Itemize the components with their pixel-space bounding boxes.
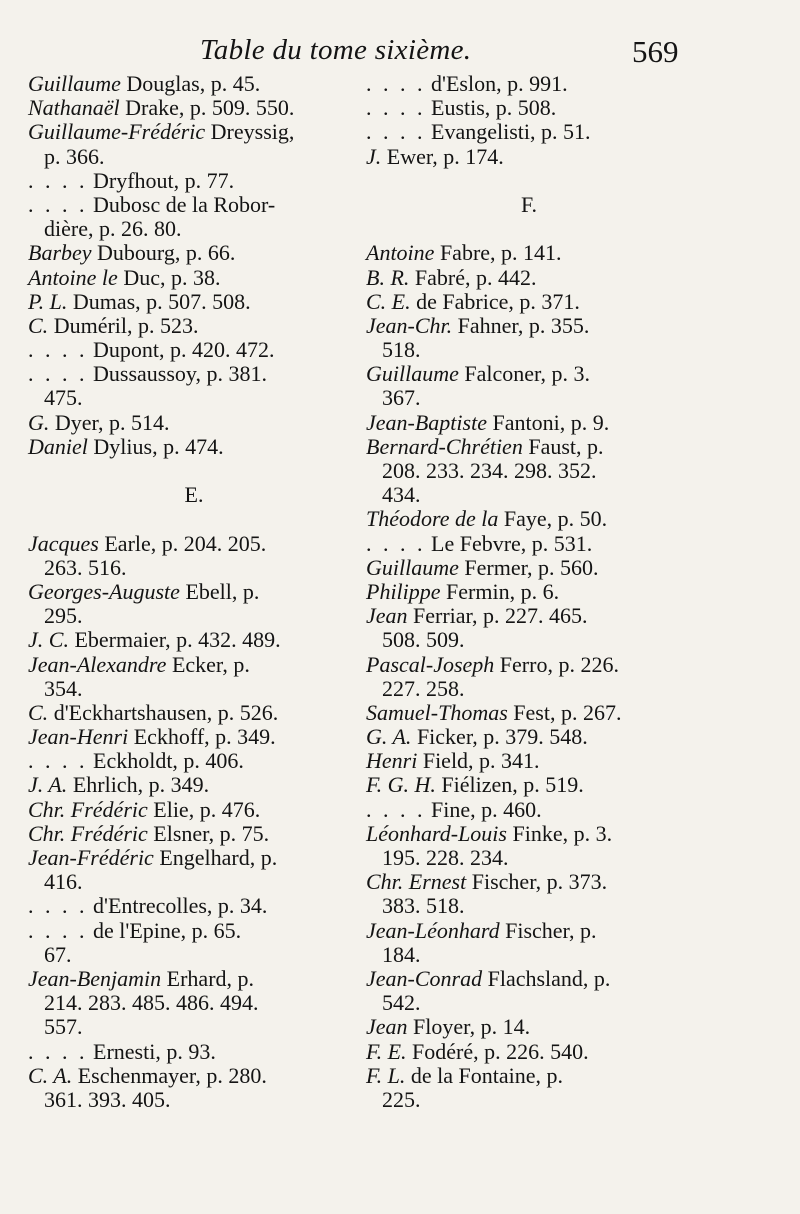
entry-continuation: p. 366. — [44, 143, 105, 169]
index-entry — [366, 701, 692, 725]
entry-text: Elsner, p. 75. — [147, 820, 270, 846]
given-name: G. — [28, 409, 50, 435]
ditto-dots: . . . . — [28, 748, 88, 774]
section-letter-heading: E. — [184, 482, 204, 508]
entry-continuation: 227. 258. — [382, 675, 465, 701]
ditto-dots: . . . . — [366, 530, 426, 556]
left-index-column — [28, 72, 360, 1112]
given-name: Jean — [366, 603, 408, 629]
entry-continuation: 475. — [44, 385, 83, 411]
entry-text: Fabre, p. 141. — [434, 240, 562, 266]
given-name: Théodore de la — [366, 506, 499, 532]
given-name: Léonhard-Louis — [366, 820, 507, 846]
blank-line — [366, 169, 692, 193]
index-entry — [366, 1015, 692, 1039]
entry-continuation: 361. 393. 405. — [44, 1086, 171, 1112]
entry-text: Dryfhout, p. 77. — [87, 167, 235, 193]
given-name: C. — [28, 312, 49, 338]
entry-text: Evangelisti, p. 51. — [425, 119, 591, 145]
entry-continuation: 508. 509. — [382, 627, 465, 653]
index-entry — [28, 362, 360, 386]
ditto-dots: . . . . — [28, 893, 88, 919]
entry-text: Ficker, p. 379. 548. — [411, 724, 588, 750]
given-name: J. A. — [28, 772, 68, 798]
entry-continuation: 67. — [44, 941, 72, 967]
entry-text: Eustis, p. 508. — [425, 95, 557, 121]
entry-text: Ferriar, p. 227. 465. — [407, 603, 588, 629]
entry-text: Faye, p. 50. — [498, 506, 608, 532]
entry-text: Le Febvre, p. 531. — [425, 530, 593, 556]
index-entry — [28, 1040, 360, 1064]
right-index-column — [366, 72, 692, 1112]
entry-text: Flachsland, p. — [482, 965, 611, 991]
entry-text: de l'Epine, p. 65. — [87, 917, 242, 943]
entry-text: Dubosc de la Robor- — [87, 191, 276, 217]
entry-continuation: 367. — [382, 385, 421, 411]
entry-text: Ewer, p. 174. — [381, 143, 504, 169]
given-name: Nathanaël — [28, 95, 120, 121]
ditto-dots: . . . . — [28, 917, 88, 943]
given-name: Jean-Léonhard — [366, 917, 500, 943]
ditto-dots: . . . . — [28, 361, 88, 387]
index-entry — [28, 532, 360, 556]
entry-text: Erhard, p. — [161, 965, 255, 991]
index-entry — [28, 701, 360, 725]
entry-text: Fiélizen, p. 519. — [435, 772, 584, 798]
index-entry — [366, 604, 692, 628]
index-entry — [366, 145, 692, 169]
index-entry — [366, 919, 692, 943]
given-name: Jean-Conrad — [366, 965, 483, 991]
index-entry — [366, 870, 692, 894]
given-name: Jean-Frédéric — [28, 845, 154, 870]
ditto-dots: . . . . — [366, 119, 426, 145]
index-entry — [366, 822, 692, 846]
entry-text: Eckholdt, p. 406. — [87, 748, 244, 774]
given-name: Pascal-Joseph — [366, 651, 495, 677]
index-entry — [28, 580, 360, 604]
ditto-dots: . . . . — [366, 796, 426, 822]
ditto-dots: . . . . — [366, 95, 426, 121]
index-entry — [28, 120, 360, 144]
entry-text: Douglas, p. 45. — [120, 71, 261, 96]
entry-continuation: 542. — [382, 990, 421, 1016]
page-number: 569 — [632, 34, 679, 69]
entry-text: Ernesti, p. 93. — [87, 1038, 216, 1064]
entry-continuation: 184. — [382, 941, 421, 967]
index-entry — [28, 749, 360, 773]
index-entry — [366, 120, 692, 144]
entry-continuation: 195. 228. 234. — [382, 845, 509, 870]
given-name: Philippe — [366, 578, 441, 604]
index-entry — [28, 967, 360, 991]
entry-text: Ehrlich, p. 349. — [67, 772, 210, 798]
index-entry — [28, 628, 360, 652]
entry-text: Dubourg, p. 66. — [91, 240, 236, 266]
index-entry — [366, 580, 692, 604]
index-entry — [28, 290, 360, 314]
entry-text: Finke, p. 3. — [506, 820, 613, 846]
index-entry — [28, 773, 360, 797]
given-name: Chr. Frédéric — [28, 820, 148, 846]
index-entry — [28, 894, 360, 918]
entry-text: Duméril, p. 523. — [48, 312, 199, 338]
given-name: F. E. — [366, 1038, 407, 1064]
entry-text: Ebell, p. — [179, 578, 260, 604]
entry-text: Earle, p. 204. 205. — [98, 530, 267, 556]
entry-text: Dupont, p. 420. 472. — [87, 337, 275, 363]
entry-text: d'Eslon, p. 991. — [425, 71, 568, 96]
blank-line — [366, 217, 692, 241]
ditto-dots: . . . . — [28, 167, 88, 193]
entry-text: Fermin, p. 6. — [440, 578, 560, 604]
entry-continuation: 208. 233. 234. 298. 352. — [382, 458, 597, 483]
given-name: F. L. — [366, 1062, 406, 1088]
index-entry — [28, 193, 360, 217]
given-name: Chr. Frédéric — [28, 796, 148, 822]
entry-text: Dylius, p. 474. — [87, 433, 224, 459]
index-entry — [366, 507, 692, 531]
entry-text: Eschenmayer, p. 280. — [72, 1062, 267, 1088]
index-entry — [366, 725, 692, 749]
index-entry — [366, 411, 692, 435]
index-entry — [28, 169, 360, 193]
entry-text: Engelhard, p. — [153, 845, 278, 870]
given-name: Georges-Auguste — [28, 578, 180, 604]
entry-continuation: 416. — [44, 869, 83, 895]
entry-continuation: 383. 518. — [382, 893, 465, 919]
index-entry — [366, 967, 692, 991]
entry-text: Fabré, p. 442. — [409, 264, 537, 290]
entry-text: Dreyssig, — [205, 119, 295, 145]
given-name: Jacques — [28, 530, 99, 556]
entry-text: Fantoni, p. 9. — [486, 409, 610, 435]
index-entry — [28, 314, 360, 338]
given-name: Chr. Ernest — [366, 869, 467, 895]
page-header — [0, 34, 800, 74]
index-entry — [28, 266, 360, 290]
entry-text: Fine, p. 460. — [425, 796, 542, 822]
entry-text: Fermer, p. 560. — [458, 554, 599, 580]
index-entry — [28, 72, 360, 96]
given-name: Antoine le — [28, 264, 118, 290]
entry-text: Drake, p. 509. 550. — [119, 95, 295, 121]
entry-text: Faust, p. — [522, 433, 604, 459]
section-letter-heading: F. — [521, 191, 537, 217]
entry-text: Fodéré, p. 226. 540. — [406, 1038, 589, 1064]
entry-continuation: dière, p. 26. 80. — [44, 216, 182, 242]
given-name: G. A. — [366, 724, 412, 750]
entry-text: Falconer, p. 3. — [458, 361, 590, 387]
given-name: C. E. — [366, 288, 411, 314]
given-name: B. R. — [366, 264, 410, 290]
given-name: Henri — [366, 748, 418, 774]
entry-text: Fahner, p. 355. — [452, 312, 590, 338]
entry-continuation: 518. — [382, 337, 421, 363]
given-name: Samuel-Thomas — [366, 699, 508, 725]
index-entry — [28, 435, 360, 459]
entry-text: Dumas, p. 507. 508. — [67, 288, 251, 314]
given-name: J. — [366, 143, 382, 169]
entry-text: d'Entrecolles, p. 34. — [87, 893, 268, 919]
entry-text: de la Fontaine, p. — [405, 1062, 563, 1088]
entry-continuation: 295. — [44, 603, 83, 629]
given-name: Bernard-Chrétien — [366, 433, 523, 459]
index-entry — [366, 1040, 692, 1064]
index-entry — [366, 532, 692, 556]
index-entry — [366, 435, 692, 459]
given-name: C. A. — [28, 1062, 73, 1088]
entry-text: Floyer, p. 14. — [407, 1014, 531, 1040]
index-entry — [28, 1064, 360, 1088]
given-name: P. L. — [28, 288, 68, 314]
given-name: Guillaume-Frédéric — [28, 119, 206, 145]
index-entry — [28, 919, 360, 943]
index-entry — [28, 846, 360, 870]
ditto-dots: . . . . — [366, 71, 426, 96]
index-entry — [366, 1064, 692, 1088]
index-entry — [366, 556, 692, 580]
blank-line — [28, 459, 360, 483]
index-entry — [366, 653, 692, 677]
ditto-dots: . . . . — [28, 191, 88, 217]
index-entry — [28, 725, 360, 749]
entry-text: d'Eckhartshausen, p. 526. — [48, 699, 279, 725]
running-title: Table du tome sixième. — [200, 34, 472, 66]
given-name: Daniel — [28, 433, 88, 459]
index-entry — [28, 822, 360, 846]
entry-continuation: 434. — [382, 482, 421, 508]
index-entry — [366, 96, 692, 120]
given-name: J. C. — [28, 627, 69, 653]
entry-continuation: 354. — [44, 675, 83, 701]
entry-text: Dussaussoy, p. 381. — [87, 361, 267, 387]
given-name: Jean-Alexandre — [28, 651, 167, 677]
given-name: F. G. H. — [366, 772, 436, 798]
index-entry — [366, 266, 692, 290]
entry-continuation: 214. 283. 485. 486. 494. — [44, 990, 259, 1016]
entry-continuation: 225. — [382, 1086, 421, 1112]
blank-line — [28, 507, 360, 531]
index-entry — [366, 290, 692, 314]
index-entry — [366, 314, 692, 338]
entry-text: Ferro, p. 226. — [494, 651, 619, 677]
given-name: Antoine — [366, 240, 435, 266]
given-name: C. — [28, 699, 49, 725]
entry-text: Duc, p. 38. — [117, 264, 221, 290]
given-name: Guillaume — [366, 554, 459, 580]
index-entry — [28, 653, 360, 677]
index-entry — [28, 411, 360, 435]
index-entry — [28, 338, 360, 362]
index-entry — [28, 798, 360, 822]
given-name: Jean-Baptiste — [366, 409, 487, 435]
entry-text: Fischer, p. — [499, 917, 597, 943]
given-name: Jean — [366, 1014, 408, 1040]
entry-text: Dyer, p. 514. — [49, 409, 170, 435]
index-entry — [366, 798, 692, 822]
given-name: Barbey — [28, 240, 92, 266]
ditto-dots: . . . . — [28, 337, 88, 363]
index-entry — [366, 72, 692, 96]
index-entry — [28, 96, 360, 120]
index-entry — [366, 749, 692, 773]
index-entry — [366, 362, 692, 386]
entry-text: Fest, p. 267. — [507, 699, 622, 725]
entry-text: Eckhoff, p. 349. — [128, 724, 276, 750]
index-entry — [28, 241, 360, 265]
ditto-dots: . . . . — [28, 1038, 88, 1064]
entry-text: Fischer, p. 373. — [466, 869, 608, 895]
given-name: Jean-Benjamin — [28, 965, 162, 991]
entry-continuation: 263. 516. — [44, 554, 127, 580]
index-entry — [366, 773, 692, 797]
given-name: Jean-Chr. — [366, 312, 453, 338]
given-name: Guillaume — [366, 361, 459, 387]
entry-continuation: 557. — [44, 1014, 83, 1040]
entry-text: Ecker, p. — [166, 651, 250, 677]
index-entry — [366, 241, 692, 265]
given-name: Jean-Henri — [28, 724, 129, 750]
given-name: Guillaume — [28, 71, 121, 96]
entry-text: Ebermaier, p. 432. 489. — [68, 627, 281, 653]
entry-text: Field, p. 341. — [417, 748, 540, 774]
entry-text: de Fabrice, p. 371. — [410, 288, 580, 314]
entry-text: Elie, p. 476. — [147, 796, 261, 822]
